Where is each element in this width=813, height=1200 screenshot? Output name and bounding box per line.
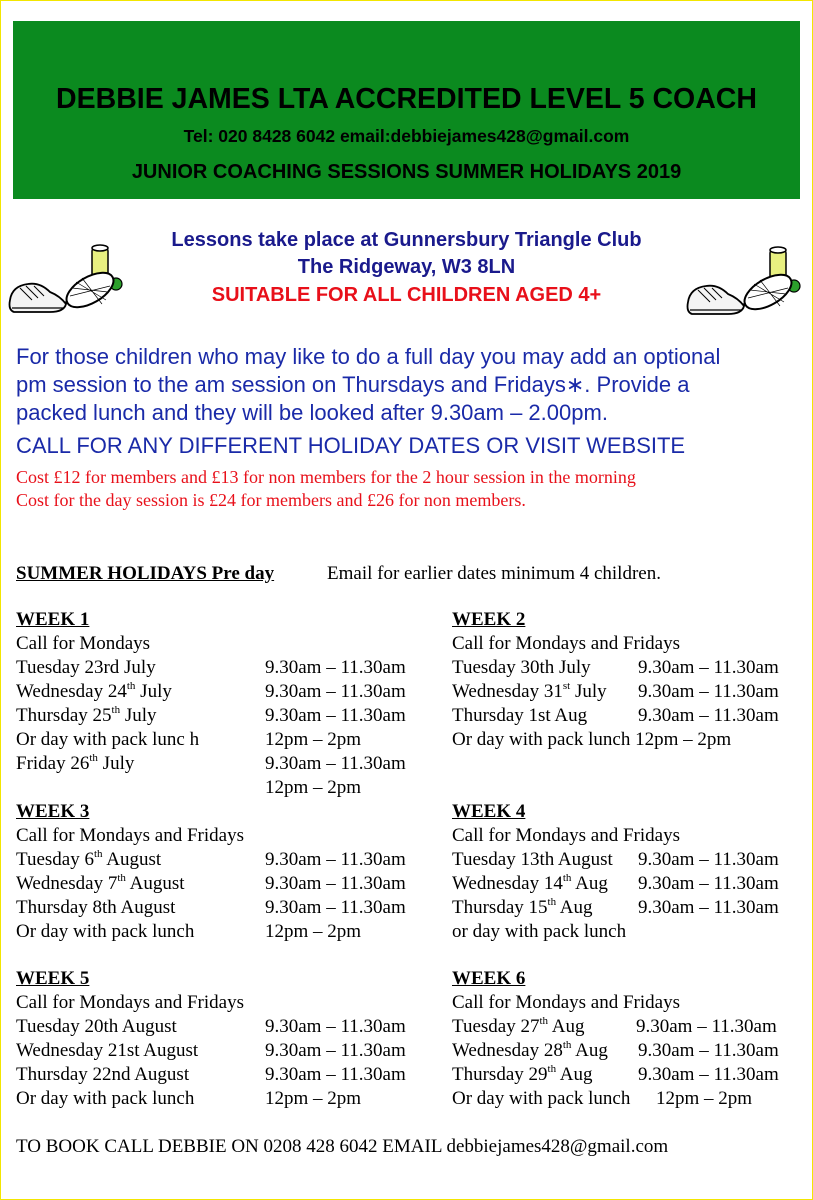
week-2-day: Tuesday 30th July xyxy=(452,657,591,678)
address-line: The Ridgeway, W3 8LN xyxy=(297,256,516,278)
intro-line-3: packed lunch and they will be looked after 9.30am – 2.00pm. xyxy=(16,400,608,425)
week-1-time: 12pm – 2pm xyxy=(265,729,362,750)
week-4-note: Call for Mondays and Fridays xyxy=(452,825,680,846)
week-3-title: WEEK 3 xyxy=(16,801,90,822)
cost-day: Cost for the day session is £24 for members and £26 for non members. xyxy=(16,490,526,510)
booking-line: TO BOOK CALL DEBBIE ON 0208 428 6042 EMAIL debbiejames428@gmail.com xyxy=(16,1136,669,1157)
week-3-time: 12pm – 2pm xyxy=(265,921,362,942)
week-5-day: Wednesday 21st August xyxy=(16,1040,199,1061)
week-2-day: Thursday 1st Aug xyxy=(452,705,588,726)
week-2-note: Call for Mondays and Fridays xyxy=(452,633,680,654)
week-2-time: 9.30am – 11.30am xyxy=(638,681,779,702)
week-5-time: 12pm – 2pm xyxy=(265,1088,362,1109)
week-3-time: 9.30am – 11.30am xyxy=(265,897,406,918)
week-5-time: 9.30am – 11.30am xyxy=(265,1040,406,1061)
week-1-day: Or day with pack lunc h xyxy=(16,729,200,750)
week-5-day: Thursday 22nd August xyxy=(16,1064,190,1085)
week-1-time: 9.30am – 11.30am xyxy=(265,681,406,702)
week-5-note: Call for Mondays and Fridays xyxy=(16,992,244,1013)
coach-title: DEBBIE JAMES LTA ACCREDITED LEVEL 5 COACH xyxy=(56,83,757,115)
week-6-time: 9.30am – 11.30am xyxy=(638,1040,779,1061)
week-3-time: 9.30am – 11.30am xyxy=(265,873,406,894)
week-5-time: 9.30am – 11.30am xyxy=(265,1064,406,1085)
week-1-note: Call for Mondays xyxy=(16,633,151,654)
week-5-day: Or day with pack lunch xyxy=(16,1088,195,1109)
week-1-day: Friday 26th July xyxy=(16,752,135,774)
week-4-time: 9.30am – 11.30am xyxy=(638,897,779,918)
week-4-day: Thursday 15th Aug xyxy=(452,896,593,918)
week-5-day: Tuesday 20th August xyxy=(16,1016,177,1037)
week-1-time: 12pm – 2pm xyxy=(265,777,362,798)
week-2-day: Or day with pack lunch 12pm – 2pm xyxy=(452,729,732,750)
week-4-day: Wednesday 14th Aug xyxy=(452,872,608,894)
week-6-day: Wednesday 28th Aug xyxy=(452,1039,608,1061)
week-6-note: Call for Mondays and Fridays xyxy=(452,992,680,1013)
week-4-time: 9.30am – 11.30am xyxy=(638,873,779,894)
week-3-day: Wednesday 7th August xyxy=(16,872,185,894)
week-1-time: 9.30am – 11.30am xyxy=(265,753,406,774)
week-4-time: 9.30am – 11.30am xyxy=(638,849,779,870)
week-5-title: WEEK 5 xyxy=(16,968,90,989)
week-6-time: 9.30am – 11.30am xyxy=(638,1064,779,1085)
week-2-title: WEEK 2 xyxy=(452,609,526,630)
week-4-title: WEEK 4 xyxy=(452,801,526,822)
week-1-time: 9.30am – 11.30am xyxy=(265,705,406,726)
week-1-title: WEEK 1 xyxy=(16,609,90,630)
week-6-day: Or day with pack lunch xyxy=(452,1088,631,1109)
week-3-note: Call for Mondays and Fridays xyxy=(16,825,244,846)
week-4-day: or day with pack lunch xyxy=(452,921,627,942)
week-6-time: 12pm – 2pm xyxy=(656,1088,753,1109)
intro-line-2: pm session to the am session on Thursdays and Fridays∗. Provide a xyxy=(16,372,690,397)
week-1-day: Tuesday 23rd July xyxy=(16,657,156,678)
week-1-day: Thursday 25th July xyxy=(16,704,157,726)
week-6-day: Tuesday 27th Aug xyxy=(452,1015,585,1037)
week-2-time: 9.30am – 11.30am xyxy=(638,657,779,678)
week-5-time: 9.30am – 11.30am xyxy=(265,1016,406,1037)
week-3-day: Or day with pack lunch xyxy=(16,921,195,942)
week-6-time: 9.30am – 11.30am xyxy=(636,1016,777,1037)
sessions-subtitle: JUNIOR COACHING SESSIONS SUMMER HOLIDAYS 2019 xyxy=(131,161,682,183)
week-3-day: Thursday 8th August xyxy=(16,897,176,918)
intro-line-1: For those children who may like to do a full day you may add an optional xyxy=(16,344,721,369)
age-suitability: SUITABLE FOR ALL CHILDREN AGED 4+ xyxy=(211,284,602,306)
summer-note: Email for earlier dates minimum 4 children. xyxy=(327,563,661,584)
cost-morning: Cost £12 for members and £13 for non members for the 2 hour session in the morning xyxy=(16,467,636,487)
week-2-day: Wednesday 31st July xyxy=(452,680,607,702)
week-1-time: 9.30am – 11.30am xyxy=(265,657,406,678)
call-notice: CALL FOR ANY DIFFERENT HOLIDAY DATES OR VISIT WEBSITE xyxy=(16,433,686,458)
venue-line: Lessons take place at Gunnersbury Triangle Club xyxy=(171,229,642,251)
week-2-time: 9.30am – 11.30am xyxy=(638,705,779,726)
week-4-day: Tuesday 13th August xyxy=(452,849,613,870)
week-3-time: 9.30am – 11.30am xyxy=(265,849,406,870)
summer-heading: SUMMER HOLIDAYS Pre day xyxy=(16,563,275,584)
contact-line: Tel: 020 8428 6042 email:debbiejames428@gmail.com xyxy=(183,126,630,146)
week-6-day: Thursday 29th Aug xyxy=(452,1063,593,1085)
week-3-day: Tuesday 6th August xyxy=(16,848,162,870)
week-6-title: WEEK 6 xyxy=(452,968,526,989)
tennis-clipart-right-icon xyxy=(684,240,802,322)
header-banner xyxy=(13,21,800,199)
week-1-day: Wednesday 24th July xyxy=(16,680,172,702)
